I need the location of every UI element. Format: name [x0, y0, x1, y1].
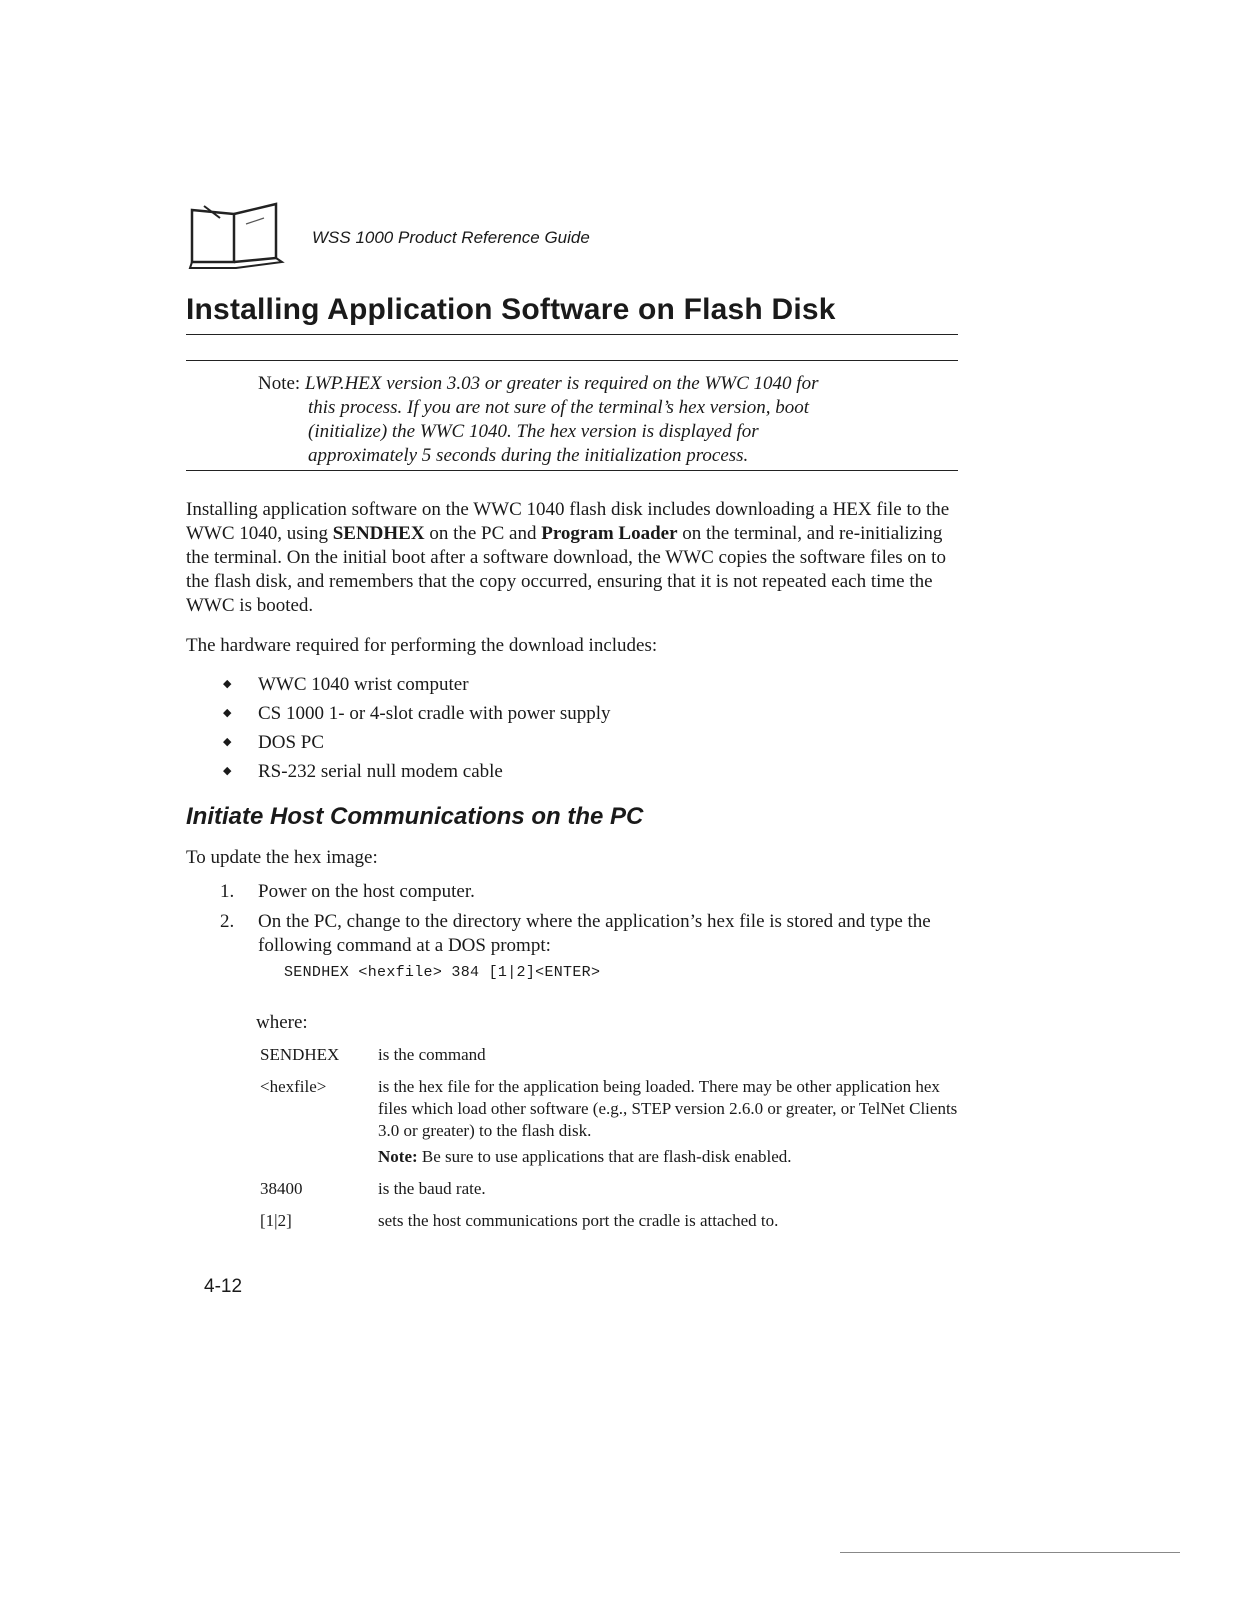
intro-paragraph	[186, 498, 961, 618]
hardware-list	[220, 670, 611, 786]
definition-term: 38400	[260, 1179, 303, 1198]
definition-row	[260, 1076, 958, 1178]
intro-text-1: Installing application software on the WWC 1040 flash disk includes downloading a HEX file to the WWC 1040, using	[186, 499, 950, 544]
note-label: Note:	[258, 373, 301, 394]
bullet-icon: ◆	[223, 736, 232, 748]
definition-desc: sets the host communications port the cradle is attached to.	[378, 1211, 779, 1230]
definitions-table	[260, 1044, 958, 1242]
step-item	[210, 910, 958, 958]
list-item-text: CS 1000 1- or 4-slot cradle with power supply	[258, 703, 611, 724]
definition-note-text: Be sure to use applications that are flash-disk enabled.	[417, 1147, 792, 1166]
definition-row	[260, 1178, 958, 1210]
intro-bold-program-loader: Program Loader	[541, 523, 678, 544]
step-number: 1.	[220, 881, 235, 902]
list-item	[220, 670, 611, 699]
note-line-1: LWP.HEX version 3.03 or greater is required on the WWC 1040 for	[304, 373, 819, 394]
list-item	[220, 728, 611, 757]
subsection-title: Initiate Host Communications on the PC	[186, 803, 644, 830]
step-number: 2.	[220, 911, 235, 932]
subsection-intro: To update the hex image:	[186, 847, 378, 868]
definition-desc	[378, 1076, 958, 1168]
note-bottom-rule	[186, 470, 958, 471]
definition-note	[378, 1146, 958, 1168]
page-number: 4-12	[204, 1276, 243, 1297]
note-block	[258, 372, 898, 468]
running-header: WSS 1000 Product Reference Guide	[312, 228, 590, 247]
definition-desc-text: is the hex file for the application being loaded. There may be other application hex files which load other software (e.g., STEP version 2.6.0 or greater, or TelNet Clients 3.0 or greater) to the flash disk.	[378, 1077, 958, 1140]
where-label: where:	[256, 1012, 308, 1033]
note-top-rule	[186, 360, 958, 361]
command-line: SENDHEX <hexfile> 384 [1|2]<ENTER>	[284, 964, 601, 981]
note-line-2: this process. If you are not sure of the terminal’s hex version, boot	[308, 397, 809, 418]
definition-desc: is the command	[378, 1045, 486, 1064]
hardware-intro: The hardware required for performing the download includes:	[186, 635, 658, 656]
list-item	[220, 699, 611, 728]
note-line-4: approximately 5 seconds during the initialization process.	[308, 445, 749, 466]
bullet-icon: ◆	[223, 765, 232, 777]
book-icon	[186, 200, 286, 272]
bullet-icon: ◆	[223, 707, 232, 719]
title-rule	[186, 334, 958, 335]
note-line-3: (initialize) the WWC 1040. The hex version is displayed for	[308, 421, 759, 442]
list-item-text: DOS PC	[258, 732, 324, 753]
definition-term: <hexfile>	[260, 1077, 327, 1096]
definition-row	[260, 1044, 958, 1076]
definition-term: SENDHEX	[260, 1045, 340, 1064]
intro-bold-sendhex: SENDHEX	[332, 523, 425, 544]
step-item	[210, 880, 958, 904]
list-item-text: RS-232 serial null modem cable	[258, 761, 503, 782]
definition-row	[260, 1210, 958, 1242]
scan-artifact-line	[840, 1552, 1180, 1553]
definition-term: [1|2]	[260, 1211, 292, 1230]
bullet-icon: ◆	[223, 678, 232, 690]
step-text: On the PC, change to the directory where the application’s hex file is stored and type the following command at a DOS prompt:	[258, 911, 931, 956]
list-item-text: WWC 1040 wrist computer	[258, 674, 469, 695]
definition-desc: is the baud rate.	[378, 1179, 486, 1198]
intro-text-3: on the terminal, and re-initializing the terminal. On the initial boot after a software download, the WWC copies the software files on to the flash disk, and remembers that the copy occurred, ensuring that it is not repeated each time the WWC is booted.	[186, 523, 946, 616]
definition-note-label: Note:	[378, 1147, 418, 1166]
section-title: Installing Application Software on Flash Disk	[186, 293, 836, 326]
step-text: Power on the host computer.	[258, 881, 475, 902]
list-item	[220, 757, 611, 786]
steps-list	[210, 880, 958, 958]
intro-text-2: on the PC and	[424, 523, 542, 544]
